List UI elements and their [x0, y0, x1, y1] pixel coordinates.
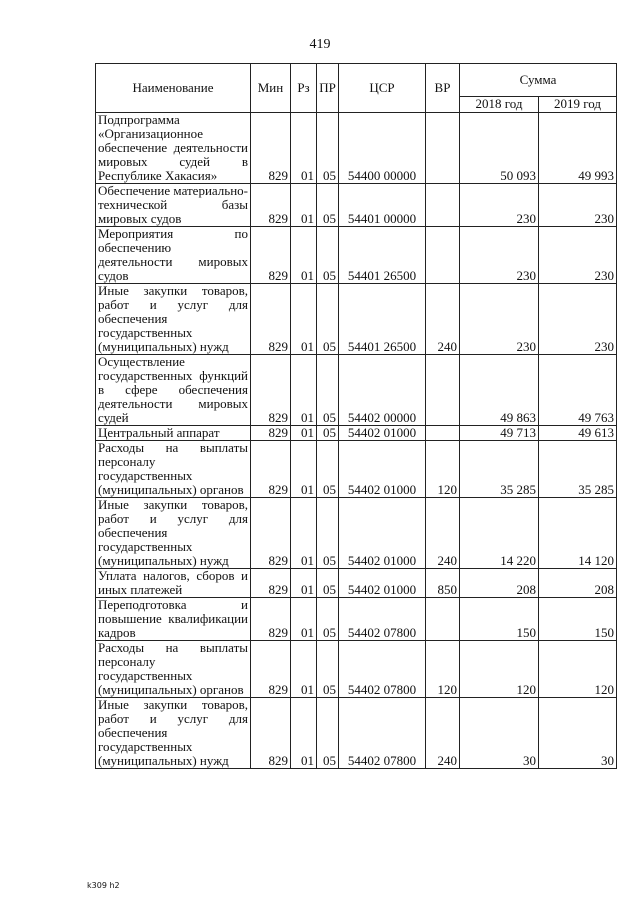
cell-2018: 230: [460, 184, 539, 227]
cell-min: 829: [251, 641, 291, 698]
cell-2019: 230: [539, 284, 617, 355]
table-row: [96, 284, 617, 355]
cell-rz: 01: [291, 641, 317, 698]
header-vr: ВР: [426, 64, 460, 113]
cell-pr: 05: [317, 498, 339, 569]
cell-name: Подпрограмма «Организационное обеспечение деятельности мировых судей в Республике Хакасия»: [96, 113, 251, 184]
cell-rz: 01: [291, 355, 317, 426]
cell-2019: 120: [539, 641, 617, 698]
page-number: 419: [309, 37, 331, 52]
cell-2019: 14 120: [539, 498, 617, 569]
cell-rz: 01: [291, 569, 317, 598]
cell-vr: 240: [426, 698, 460, 769]
cell-2018: 230: [460, 227, 539, 284]
cell-2018: 120: [460, 641, 539, 698]
header-rz: Рз: [291, 64, 317, 113]
cell-vr: [426, 113, 460, 184]
cell-min: 829: [251, 426, 291, 441]
cell-vr: 240: [426, 498, 460, 569]
cell-name: Иные закупки товаров, работ и услуг для обеспечения государственных (муниципальных) нужд: [96, 284, 251, 355]
cell-pr: 05: [317, 184, 339, 227]
table-row: [96, 355, 617, 426]
header-pr: ПР: [317, 64, 339, 113]
cell-name: Иные закупки товаров, работ и услуг для обеспечения государственных (муниципальных) нужд: [96, 498, 251, 569]
cell-2019: 230: [539, 227, 617, 284]
cell-vr: 120: [426, 441, 460, 498]
cell-pr: 05: [317, 698, 339, 769]
table-row: [96, 441, 617, 498]
header-year-2019: 2019 год: [539, 96, 617, 112]
cell-rz: 01: [291, 113, 317, 184]
cell-csr: 54401 26500: [339, 227, 426, 284]
cell-min: 829: [251, 498, 291, 569]
cell-pr: 05: [317, 598, 339, 641]
cell-2019: 150: [539, 598, 617, 641]
header-csr: ЦСР: [339, 64, 426, 113]
cell-csr: 54400 00000: [339, 113, 426, 184]
budget-table: [95, 63, 617, 769]
cell-2018: 230: [460, 284, 539, 355]
cell-pr: 05: [317, 227, 339, 284]
cell-pr: 05: [317, 441, 339, 498]
cell-2019: 35 285: [539, 441, 617, 498]
cell-min: 829: [251, 113, 291, 184]
cell-min: 829: [251, 355, 291, 426]
cell-2019: 49 763: [539, 355, 617, 426]
cell-rz: 01: [291, 498, 317, 569]
cell-rz: 01: [291, 284, 317, 355]
cell-2018: 49 863: [460, 355, 539, 426]
cell-2018: 208: [460, 569, 539, 598]
cell-min: 829: [251, 598, 291, 641]
cell-min: 829: [251, 227, 291, 284]
cell-name: Иные закупки товаров, работ и услуг для обеспечения государственных (муниципальных) нужд: [96, 698, 251, 769]
cell-csr: 54402 01000: [339, 426, 426, 441]
cell-2019: 230: [539, 184, 617, 227]
cell-min: 829: [251, 569, 291, 598]
cell-csr: 54401 00000: [339, 184, 426, 227]
cell-pr: 05: [317, 641, 339, 698]
cell-csr: 54402 07800: [339, 698, 426, 769]
cell-pr: 05: [317, 569, 339, 598]
cell-pr: 05: [317, 284, 339, 355]
cell-2019: 30: [539, 698, 617, 769]
cell-vr: [426, 598, 460, 641]
table-row: [96, 698, 617, 769]
cell-name: Обеспечение материально-технической базы мировых судов: [96, 184, 251, 227]
table-body: [96, 113, 617, 769]
cell-name: Осуществление государственных функций в сфере обеспечения деятельности мировых судей: [96, 355, 251, 426]
cell-2018: 49 713: [460, 426, 539, 441]
cell-name: Расходы на выплаты персоналу государственных (муниципальных) органов: [96, 641, 251, 698]
cell-min: 829: [251, 441, 291, 498]
header-sum: Сумма: [460, 64, 617, 97]
footer-code: k309 h2: [87, 881, 120, 890]
cell-name: Переподготовка и повышение квалификации кадров: [96, 598, 251, 641]
cell-csr: 54402 00000: [339, 355, 426, 426]
cell-rz: 01: [291, 698, 317, 769]
cell-min: 829: [251, 698, 291, 769]
cell-2018: 50 093: [460, 113, 539, 184]
cell-csr: 54402 01000: [339, 498, 426, 569]
cell-2018: 30: [460, 698, 539, 769]
cell-2019: 49 993: [539, 113, 617, 184]
cell-pr: 05: [317, 355, 339, 426]
cell-vr: [426, 355, 460, 426]
table-row: [96, 227, 617, 284]
cell-csr: 54402 01000: [339, 441, 426, 498]
cell-name: Мероприятия по обеспечению деятельности мировых судов: [96, 227, 251, 284]
cell-vr: [426, 227, 460, 284]
cell-rz: 01: [291, 426, 317, 441]
cell-vr: 120: [426, 641, 460, 698]
cell-name: Центральный аппарат: [96, 426, 251, 441]
cell-vr: [426, 184, 460, 227]
cell-pr: 05: [317, 426, 339, 441]
header-min: Мин: [251, 64, 291, 113]
table-row: [96, 598, 617, 641]
cell-csr: 54402 07800: [339, 641, 426, 698]
cell-name: Расходы на выплаты персоналу государственных (муниципальных) органов: [96, 441, 251, 498]
table-row: [96, 184, 617, 227]
cell-2018: 14 220: [460, 498, 539, 569]
cell-vr: 240: [426, 284, 460, 355]
cell-vr: 850: [426, 569, 460, 598]
cell-2019: 208: [539, 569, 617, 598]
table-header: [96, 64, 617, 113]
cell-pr: 05: [317, 113, 339, 184]
cell-vr: [426, 426, 460, 441]
cell-name: Уплата налогов, сборов и иных платежей: [96, 569, 251, 598]
table-row: [96, 426, 617, 441]
cell-min: 829: [251, 284, 291, 355]
table-row: [96, 569, 617, 598]
cell-min: 829: [251, 184, 291, 227]
header-year-2018: 2018 год: [460, 96, 539, 112]
table-row: [96, 113, 617, 184]
cell-csr: 54402 07800: [339, 598, 426, 641]
cell-2019: 49 613: [539, 426, 617, 441]
cell-2018: 35 285: [460, 441, 539, 498]
cell-csr: 54401 26500: [339, 284, 426, 355]
cell-rz: 01: [291, 227, 317, 284]
table-row: [96, 498, 617, 569]
cell-csr: 54402 01000: [339, 569, 426, 598]
cell-rz: 01: [291, 441, 317, 498]
cell-rz: 01: [291, 184, 317, 227]
header-name: Наименование: [96, 64, 251, 113]
cell-2018: 150: [460, 598, 539, 641]
cell-rz: 01: [291, 598, 317, 641]
table-row: [96, 641, 617, 698]
